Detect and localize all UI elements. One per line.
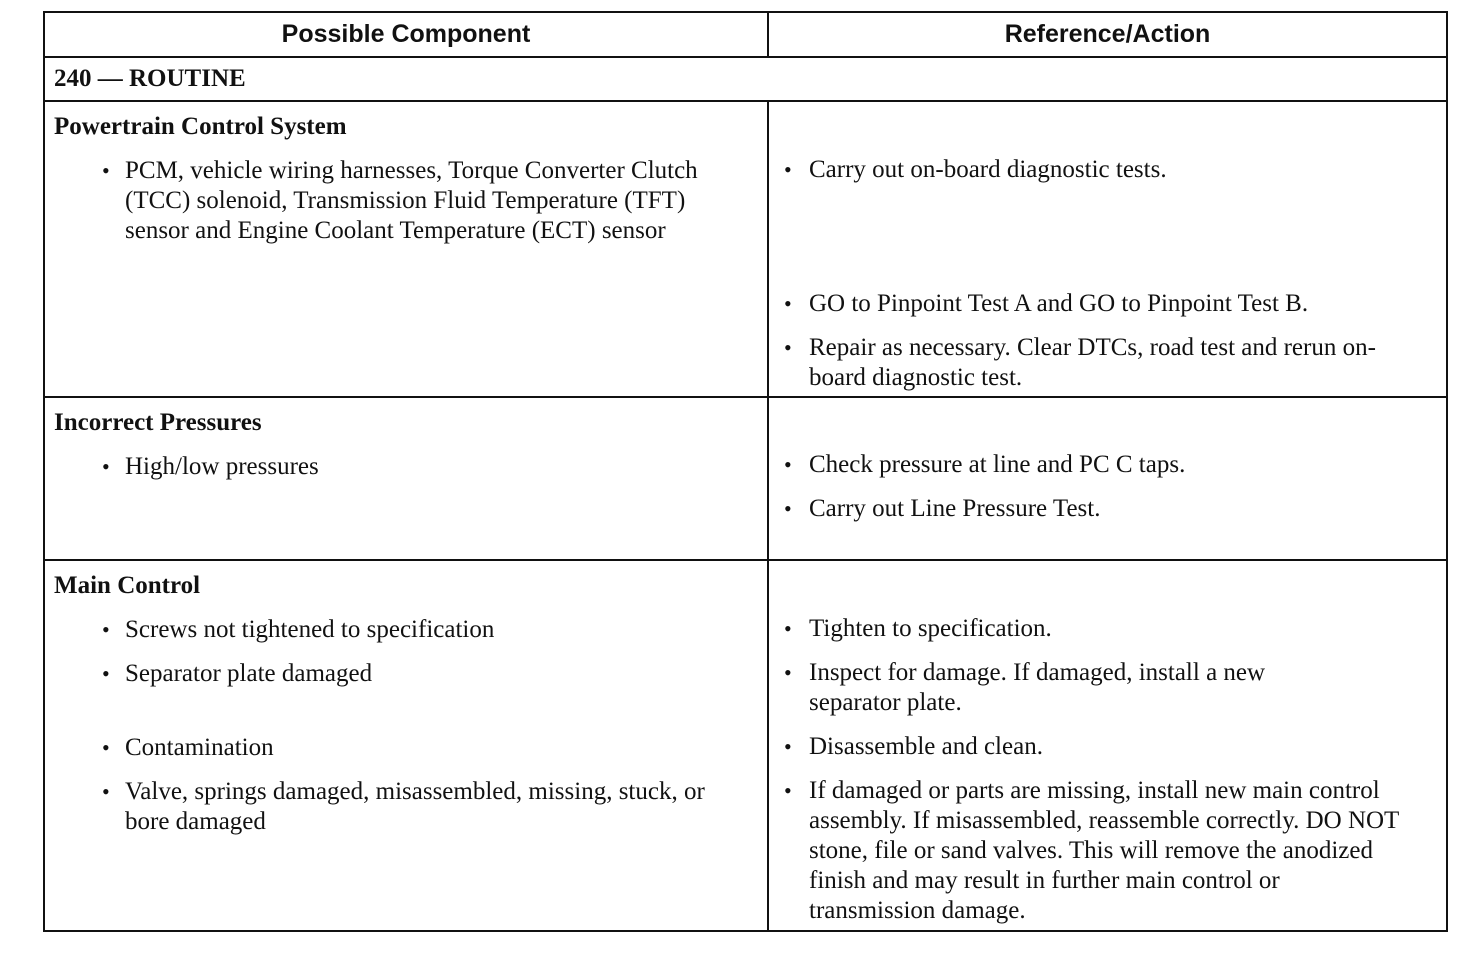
action-item: • If damaged or parts are missing, install new main control assembly. If misassembled, reassemble correctly. DO NOT stone, file or sand valves. This will remove the anodized finish and may result in further main control or transmission damage. [769,776,1446,926]
section-title: Incorrect Pressures [54,409,262,436]
component-item: • Separator plate damaged [45,659,767,689]
action-item: • GO to Pinpoint Test A and GO to Pinpoint Test B. [769,289,1446,319]
action-cell [768,560,1447,931]
section-title: Powertrain Control System [54,113,347,140]
section-powertrain [44,101,1447,397]
action-item: • Carry out on-board diagnostic tests. [769,155,1446,185]
action-item: • Tighten to specification. [769,614,1446,644]
component-cell [44,397,768,560]
action-item: • Check pressure at line and PC C taps. [769,450,1446,480]
component-item: • High/low pressures [45,452,767,482]
action-item: • Disassemble and clean. [769,732,1446,762]
section-title: Main Control [54,572,201,599]
action-cell [768,397,1447,560]
component-item: • PCM, vehicle wiring harnesses, Torque Converter Clutch (TCC) solenoid, Transmission Fluid Temperature (TFT) sensor and Engine Coolant Temperature (ECT) sensor [45,156,767,246]
code-row [44,57,1447,101]
diagnostic-table [43,11,1448,932]
section-main-control [44,560,1447,931]
header-possible-component: Possible Component [44,12,768,57]
action-cell [768,101,1447,397]
action-item: • Carry out Line Pressure Test. [769,494,1446,524]
section-incorrect-pressures [44,397,1447,560]
header-row [44,12,1447,57]
code-label: 240 — ROUTINE [44,57,1447,101]
component-item: • Contamination [45,733,767,763]
action-item: • Repair as necessary. Clear DTCs, road test and rerun on-board diagnostic test. [769,333,1446,393]
component-cell [44,101,768,397]
header-reference-action: Reference/Action [768,12,1447,57]
action-item: • Inspect for damage. If damaged, install a new separator plate. [769,658,1446,718]
component-item: • Screws not tightened to specification [45,615,767,645]
component-item: • Valve, springs damaged, misassembled, missing, stuck, or bore damaged [45,777,767,837]
component-cell [44,560,768,931]
